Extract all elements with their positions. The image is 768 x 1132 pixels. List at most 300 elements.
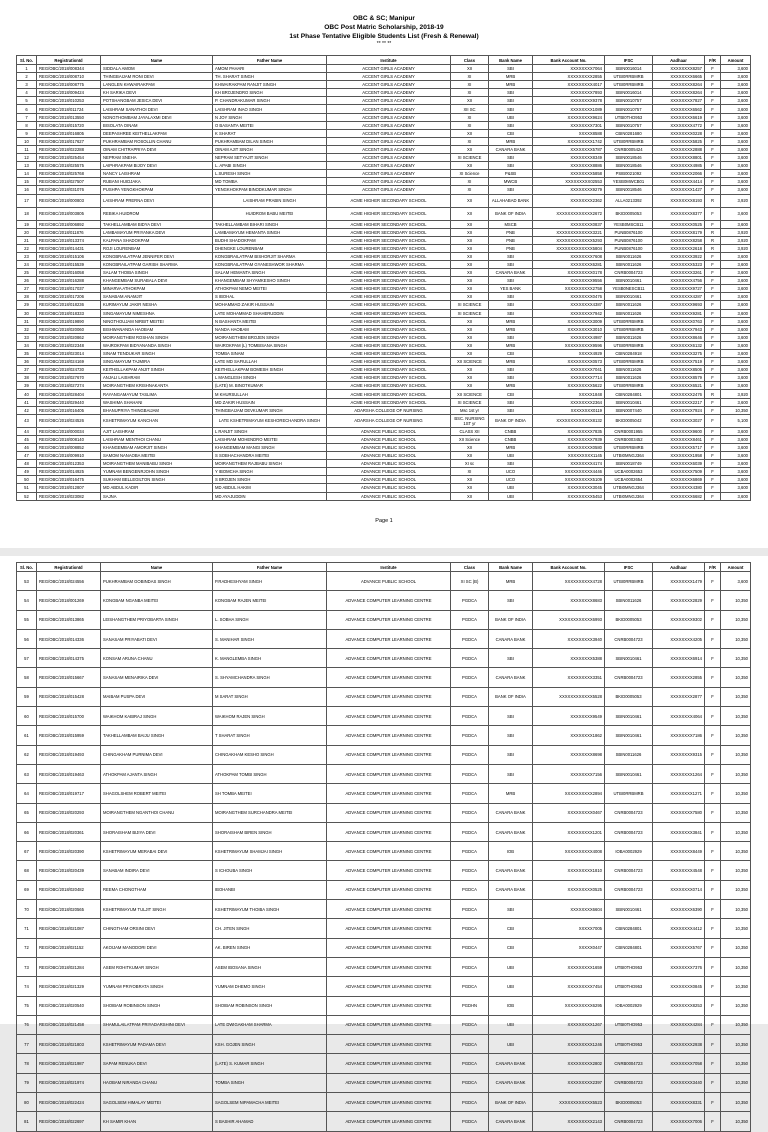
- cell-institute: ADVANCE COMPUTER LEARNING CENTRE: [327, 668, 451, 687]
- cell-student-name: WAIROKPAM BIDYANANDA SINGH: [101, 341, 213, 349]
- cell-bank-name: MSCB: [489, 220, 533, 228]
- cell-class: XI: [451, 73, 489, 81]
- cell-institute: ACCENT GIRLS ACADEMY: [327, 154, 451, 162]
- cell-amount: 3,600: [721, 269, 751, 277]
- cell-ifsc: PSIB0021092: [605, 170, 653, 178]
- cell-bank-name: CANARA BANK: [489, 822, 533, 841]
- cell-aadhaar: XXXXXXXX2217: [653, 398, 705, 406]
- cell-ifsc: SBIN0011626: [605, 591, 653, 610]
- cell-class: PGDCA: [451, 957, 489, 976]
- cell-account-no: XXXXX7005: [533, 919, 605, 938]
- cell-amount: 3,600: [721, 476, 751, 484]
- cell-sl-no: 8: [17, 121, 37, 129]
- cell-father-name: M KHURSULLAH: [213, 390, 327, 398]
- cell-bank-name: SBI: [489, 154, 533, 162]
- cell-student-name: BHANUPRIYA THINGBAIJAM: [101, 406, 213, 414]
- cell-aadhaar: XXXXXXXX2476: [653, 390, 705, 398]
- cell-bank-name: SBI: [489, 89, 533, 97]
- cell-student-name: SAPAM RENUKA DEVI: [101, 1054, 213, 1073]
- cell-sl-no: 34: [17, 341, 37, 349]
- cell-account-no: XXXXXXXXX0178: [533, 269, 605, 277]
- cell-ifsc: CNRB0003452: [605, 435, 653, 443]
- cell-sl-no: 47: [17, 452, 37, 460]
- cell-father-name: ATHOKPAM TOMBI SINGH: [213, 764, 327, 783]
- table-row: [17, 228, 751, 236]
- cell-account-no: XXXXXXXXXX4446: [533, 468, 605, 476]
- cell-fresh-renewal: F: [705, 260, 721, 268]
- cell-registration-id: REG/OBC/2018/008344: [37, 65, 101, 73]
- cell-institute: ACME HIGHER SECONDARY SCHOOL: [327, 220, 451, 228]
- cell-sl-no: 14: [17, 170, 37, 178]
- cell-class: PGDCA: [451, 842, 489, 861]
- cell-sl-no: 21: [17, 236, 37, 244]
- table-row: [17, 1112, 751, 1131]
- cell-amount: 3,600: [721, 398, 751, 406]
- cell-bank-name: SBI: [489, 252, 533, 260]
- cell-sl-no: 72: [17, 938, 37, 957]
- cell-account-no: XXXXXXXXX3351: [533, 668, 605, 687]
- cell-registration-id: REG/OBC/2018/025454: [37, 154, 101, 162]
- cell-amount: 3,600: [721, 443, 751, 451]
- cell-registration-id: REG/OBC/2018/024169: [37, 358, 101, 366]
- table-row: [17, 900, 751, 919]
- cell-institute: ADVANCE PUBLIC SCHOOL: [327, 435, 451, 443]
- cell-class: PGDCA: [451, 707, 489, 726]
- cell-ifsc: SBIN0018546: [605, 154, 653, 162]
- cell-fresh-renewal: F: [705, 1093, 721, 1112]
- cell-ifsc: UTBI0RRBMRB: [605, 358, 653, 366]
- cell-ifsc: SBIN0010461: [605, 398, 653, 406]
- cell-sl-no: 69: [17, 880, 37, 899]
- cell-fresh-renewal: F: [705, 285, 721, 293]
- cell-account-no: XXXXXXXXX1659: [533, 957, 605, 976]
- cell-class: XII: [451, 194, 489, 207]
- cell-fresh-renewal: F: [705, 900, 721, 919]
- cell-amount: 10,350: [721, 1015, 751, 1034]
- cell-sl-no: 36: [17, 358, 37, 366]
- cell-sl-no: 24: [17, 260, 37, 268]
- cell-amount: 10,350: [721, 880, 751, 899]
- cell-account-no: XXXXXXXXXX2758: [533, 285, 605, 293]
- cell-institute: ACME HIGHER SECONDARY SCHOOL: [327, 382, 451, 390]
- cell-account-no: XXXXXXXXXXXX6993: [533, 610, 605, 629]
- table-row: [17, 591, 751, 610]
- cell-class: XII: [451, 443, 489, 451]
- cell-bank-name: SBI: [489, 764, 533, 783]
- cell-class: XII: [451, 277, 489, 285]
- column-header-account-no: Bank Account No.: [533, 56, 605, 65]
- cell-fresh-renewal: F: [705, 1015, 721, 1034]
- table-header-row: [17, 56, 751, 65]
- table-row: [17, 668, 751, 687]
- table-row: [17, 977, 751, 996]
- cell-ifsc: SBIN0010461: [605, 764, 653, 783]
- cell-father-name: TOMBA SINGH: [213, 1073, 327, 1092]
- cell-institute: ADVANCE COMPUTER LEARNING CENTRE: [327, 784, 451, 803]
- cell-registration-id: REG/OBC/2018/028404: [37, 390, 101, 398]
- cell-student-name: SINGAMAYUM NIMESHNA: [101, 309, 213, 317]
- cell-registration-id: REG/OBC/2018/013865: [37, 610, 101, 629]
- cell-class: PGDCA: [451, 1093, 489, 1112]
- cell-fresh-renewal: F: [705, 649, 721, 668]
- cell-ifsc: SBIN0016014: [605, 65, 653, 73]
- cell-father-name: WAIROKPAM (L) TOMBISANA SINGH: [213, 341, 327, 349]
- cell-student-name: DEEPASHREE KEITHELLAKPAM: [101, 129, 213, 137]
- table-row: [17, 97, 751, 105]
- cell-father-name: OINAM AJIT SINGH: [213, 145, 327, 153]
- cell-class: PGDCA: [451, 1112, 489, 1131]
- cell-bank-name: SBI: [489, 186, 533, 194]
- cell-sl-no: 49: [17, 468, 37, 476]
- cell-sl-no: 62: [17, 745, 37, 764]
- cell-student-name: KSHETRIMAYUM TULJIT SINGH: [101, 900, 213, 919]
- cell-ifsc: SBIN0011626: [605, 301, 653, 309]
- cell-sl-no: 41: [17, 398, 37, 406]
- cell-father-name: S ICHOUBA SINGH: [213, 861, 327, 880]
- cell-registration-id: REG/OBC/2018/017037: [37, 285, 101, 293]
- table-row: [17, 260, 751, 268]
- cell-amount: 10,350: [721, 938, 751, 957]
- cell-institute: ADVANCE COMPUTER LEARNING CENTRE: [327, 707, 451, 726]
- table-row: [17, 293, 751, 301]
- column-header-registration-id: RegistrationId: [37, 563, 101, 572]
- cell-class: XI SCIENCE: [451, 301, 489, 309]
- cell-father-name: L. SOBHA SINGH: [213, 610, 327, 629]
- cell-bank-name: SBI: [489, 398, 533, 406]
- cell-student-name: SINAM TENDUKAR SINGH: [101, 350, 213, 358]
- cell-aadhaar: XXXXXXXX7376: [653, 957, 705, 976]
- cell-aadhaar: XXXXXXXX7006: [653, 1112, 705, 1131]
- cell-class: XII SCIENCE: [451, 390, 489, 398]
- cell-sl-no: 65: [17, 803, 37, 822]
- cell-aadhaar: XXXXXXXX1479: [653, 572, 705, 591]
- cell-aadhaar: XXXXXXXX9315: [653, 745, 705, 764]
- cell-student-name: ASEM ROHITKUMAR SINGH: [101, 957, 213, 976]
- cell-class: PGDCA: [451, 900, 489, 919]
- cell-bank-name: CANARA BANK: [489, 145, 533, 153]
- table-row: [17, 178, 751, 186]
- cell-ifsc: UTBI0THD953: [605, 977, 653, 996]
- cell-class: PGDCA: [451, 784, 489, 803]
- table-row: [17, 309, 751, 317]
- cell-account-no: XXXXXXXX8683: [533, 591, 605, 610]
- cell-bank-name: SBI: [489, 260, 533, 268]
- cell-amount: 10,350: [721, 649, 751, 668]
- table-row: [17, 154, 751, 162]
- cell-institute: ADVANCE PUBLIC SCHOOL: [327, 476, 451, 484]
- cell-registration-id: REG/OBC/2018/018236: [37, 301, 101, 309]
- cell-aadhaar: XXXXXXXX8257: [653, 65, 705, 73]
- cell-fresh-renewal: F: [705, 443, 721, 451]
- cell-institute: ADVANCE COMPUTER LEARNING CENTRE: [327, 977, 451, 996]
- cell-aadhaar: XXXXXXXX8193: [653, 194, 705, 207]
- cell-bank-name: CANARA BANK: [489, 668, 533, 687]
- cell-bank-name: UCO: [489, 468, 533, 476]
- cell-account-no: XXXXXXXX9378: [533, 97, 605, 105]
- cell-fresh-renewal: F: [705, 398, 721, 406]
- cell-bank-name: SBI: [489, 726, 533, 745]
- cell-registration-id: REG/OBC/2018/006892: [37, 220, 101, 228]
- cell-sl-no: 53: [17, 572, 37, 591]
- cell-ifsc: UTBI0THD953: [605, 1035, 653, 1054]
- cell-fresh-renewal: F: [705, 977, 721, 996]
- cell-fresh-renewal: F: [705, 996, 721, 1015]
- cell-institute: ADVANCE COMPUTER LEARNING CENTRE: [327, 900, 451, 919]
- cell-account-no: XXXXXXXXX5622: [533, 382, 605, 390]
- cell-registration-id: REG/OBC/2018/020482: [37, 880, 101, 899]
- cell-amount: 3,920: [721, 244, 751, 252]
- cell-student-name: SANASAM MENAIRIKA DEVI: [101, 668, 213, 687]
- cell-aadhaar: XXXXXXXX1271: [653, 784, 705, 803]
- cell-registration-id: REG/OBC/2018/025768: [37, 170, 101, 178]
- column-header-account-no: Bank Account No.: [533, 563, 605, 572]
- cell-aadhaar: XXXXXXXX8331: [653, 1093, 705, 1112]
- cell-institute: ACME HIGHER SECONDARY SCHOOL: [327, 277, 451, 285]
- cell-aadhaar: XXXXXXXX8264: [653, 89, 705, 97]
- cell-fresh-renewal: F: [705, 113, 721, 121]
- cell-aadhaar: XXXXXXXX4064: [653, 707, 705, 726]
- cell-account-no: XXXXXXXXXX9596: [533, 341, 605, 349]
- cell-father-name: AK. BIREN SINGH: [213, 938, 327, 957]
- cell-ifsc: CNRB0004723: [605, 822, 653, 841]
- cell-institute: ACME HIGHER SECONDARY SCHOOL: [327, 309, 451, 317]
- cell-account-no: XXXXXXXX2364: [533, 398, 605, 406]
- cell-aadhaar: XXXXXXXX3261: [653, 269, 705, 277]
- cell-amount: 3,920: [721, 194, 751, 207]
- table-row: [17, 484, 751, 492]
- column-header-student-name: Name: [101, 563, 213, 572]
- cell-registration-id: REG/OBC/2018/021284: [37, 957, 101, 976]
- cell-registration-id: REG/OBC/2018/017206: [37, 293, 101, 301]
- cell-account-no: XXXXXXXXX0525: [533, 880, 605, 899]
- table-row: [17, 919, 751, 938]
- cell-aadhaar: XXXXXXXX3922: [653, 252, 705, 260]
- table-row: [17, 784, 751, 803]
- cell-amount: 3,600: [721, 492, 751, 500]
- cell-registration-id: REG/OBC/2018/001269: [37, 591, 101, 610]
- cell-amount: 10,350: [721, 629, 751, 648]
- cell-fresh-renewal: F: [705, 484, 721, 492]
- cell-father-name: YUMNAM DHEMO SINGH: [213, 977, 327, 996]
- cell-account-no: XXXXXXXXX0580: [533, 443, 605, 451]
- cell-registration-id: REG/OBC/2018/020565: [37, 900, 101, 919]
- cell-account-no: XXXXXXXXX3010: [533, 325, 605, 333]
- cell-registration-id: REG/OBC/2018/014431: [37, 244, 101, 252]
- cell-ifsc: UTBI0RRBMRB: [605, 784, 653, 803]
- cell-student-name: ATHOKPAM AJANTA SINGH: [101, 764, 213, 783]
- cell-account-no: XXXXXXXXXX6295: [533, 996, 605, 1015]
- cell-sl-no: 20: [17, 228, 37, 236]
- cell-class: PGDCA: [451, 822, 489, 841]
- cell-father-name: TAKHELLAMBAM BIHARI SINGH: [213, 220, 327, 228]
- cell-ifsc: CNRB0004723: [605, 861, 653, 880]
- cell-amount: 3,600: [721, 468, 751, 476]
- cell-institute: ACCENT GIRLS ACADEMY: [327, 170, 451, 178]
- table-row: [17, 745, 751, 764]
- cell-father-name: KH BROJENDRO SINGH: [213, 89, 327, 97]
- cell-bank-name: SBI: [489, 406, 533, 414]
- table-row: [17, 460, 751, 468]
- cell-registration-id: REG/OBC/2018/015959: [37, 726, 101, 745]
- cell-institute: ADVANCE COMPUTER LEARNING CENTRE: [327, 842, 451, 861]
- cell-amount: 3,600: [721, 154, 751, 162]
- cell-student-name: PUKHRAMBAM ROSOLLIN CHANU: [101, 137, 213, 145]
- cell-registration-id: REG/OBC/2018/016475: [37, 476, 101, 484]
- cell-sl-no: 18: [17, 207, 37, 220]
- cell-fresh-renewal: F: [705, 476, 721, 484]
- table-row: [17, 244, 751, 252]
- cell-bank-name: UBI: [489, 1015, 533, 1034]
- cell-registration-id: REG/OBC/2018/015720: [37, 121, 101, 129]
- cell-registration-id: REG/OBC/2018/014336: [37, 629, 101, 648]
- cell-fresh-renewal: F: [705, 333, 721, 341]
- cell-bank-name: SBI: [489, 745, 533, 764]
- cell-bank-name: CANARA BANK: [489, 1112, 533, 1131]
- cell-bank-name: UBI: [489, 1035, 533, 1054]
- table-row: [17, 687, 751, 706]
- cell-account-no: XXXXXXXX2362: [533, 194, 605, 207]
- table-row: [17, 325, 751, 333]
- cell-father-name: L.SURESH SINGH: [213, 170, 327, 178]
- cell-ifsc: SBIN0011626: [605, 333, 653, 341]
- cell-amount: 3,600: [721, 572, 751, 591]
- cell-amount: 3,600: [721, 435, 751, 443]
- cell-aadhaar: XXXXXXXX8506: [653, 366, 705, 374]
- cell-class: PGDCA: [451, 726, 489, 745]
- cell-father-name: NEPRAM SETYAJIT SINGH: [213, 154, 327, 162]
- cell-aadhaar: XXXXXXXX6562: [653, 105, 705, 113]
- cell-father-name: (LATE) M. BINOTKUMAR: [213, 382, 327, 390]
- column-header-ifsc: IFSC: [605, 563, 653, 572]
- cell-account-no: XXXXXXXXX1810: [533, 861, 605, 880]
- table-row: [17, 65, 751, 73]
- cell-account-no: XXXXXXXXXX2894: [533, 784, 605, 803]
- cell-amount: 3,920: [721, 236, 751, 244]
- cell-registration-id: REG/OBC/2018/009424: [37, 89, 101, 97]
- cell-sl-no: 57: [17, 649, 37, 668]
- cell-account-no: XXXXXXXXX3940: [533, 629, 605, 648]
- cell-father-name: N JOY SINGH: [213, 113, 327, 121]
- cell-ifsc: YESB0MWCB01: [605, 178, 653, 186]
- cell-student-name: CHINGTHAM ORSINI DEVI: [101, 919, 213, 938]
- table-row: [17, 236, 751, 244]
- cell-father-name: LAISHRAM MOHENDRO MEITEI: [213, 435, 327, 443]
- cell-aadhaar: XXXXXXXX4985: [653, 162, 705, 170]
- cell-student-name: THINGBAIJAM RONI DEVI: [101, 73, 213, 81]
- cell-sl-no: 52: [17, 492, 37, 500]
- cell-bank-name: UBI: [489, 484, 533, 492]
- table-row: [17, 194, 751, 207]
- cell-amount: 3,600: [721, 350, 751, 358]
- cell-student-name: SHAMULAILATPAM PRIYADARSHINI DEVI: [101, 1015, 213, 1034]
- cell-institute: ADVANCE COMPUTER LEARNING CENTRE: [327, 591, 451, 610]
- cell-registration-id: REG/OBC/2018/020540: [37, 996, 101, 1015]
- cell-student-name: POTSHANGBAM JESICA DEVI: [101, 97, 213, 105]
- table-row: [17, 366, 751, 374]
- cell-amount: 10,350: [721, 842, 751, 861]
- cell-institute: ADVANCE PUBLIC SCHOOL: [327, 492, 451, 500]
- cell-amount: 3,600: [721, 220, 751, 228]
- cell-class: XI: [451, 81, 489, 89]
- cell-aadhaar: XXXXXXXX8377: [653, 207, 705, 220]
- cell-ifsc: BKID0005042: [605, 414, 653, 427]
- cell-account-no: XXXXX0447: [533, 938, 605, 957]
- cell-fresh-renewal: F: [705, 325, 721, 333]
- cell-amount: 3,600: [721, 341, 751, 349]
- cell-registration-id: REG/OBC/2018/021152: [37, 938, 101, 957]
- table-row: [17, 452, 751, 460]
- cell-fresh-renewal: F: [705, 1035, 721, 1054]
- cell-institute: ADVANCE PUBLIC SCHOOL: [327, 468, 451, 476]
- cell-fresh-renewal: F: [705, 178, 721, 186]
- table-row: [17, 145, 751, 153]
- cell-aadhaar: XXXXXXXX3027: [653, 414, 705, 427]
- cell-fresh-renewal: F: [705, 687, 721, 706]
- cell-student-name: LEISHANGTHEM PRIYOBARTA SINGH: [101, 610, 213, 629]
- cell-account-no: XXXXXXXX7156: [533, 764, 605, 783]
- cell-class: XII SCIENCE: [451, 358, 489, 366]
- cell-fresh-renewal: F: [705, 427, 721, 435]
- cell-institute: ACME HIGHER SECONDARY SCHOOL: [327, 341, 451, 349]
- cell-class: XI Science: [451, 170, 489, 178]
- cell-bank-name: MRB: [489, 784, 533, 803]
- cell-class: XII: [451, 333, 489, 341]
- cell-registration-id: REG/OBC/2018/014375: [37, 649, 101, 668]
- cell-fresh-renewal: F: [705, 492, 721, 500]
- table-row: [17, 880, 751, 899]
- table-row: [17, 572, 751, 591]
- cell-institute: ACME HIGHER SECONDARY SCHOOL: [327, 293, 451, 301]
- cell-class: CLASS XII: [451, 427, 489, 435]
- cell-student-name: KHANGEMBAM AMORJIT SINGH: [101, 443, 213, 451]
- cell-ifsc: BKID0005053: [605, 610, 653, 629]
- table-row: [17, 358, 751, 366]
- table-row: [17, 957, 751, 976]
- cell-ifsc: BKID0005053: [605, 207, 653, 220]
- cell-institute: ADVANCE COMPUTER LEARNING CENTRE: [327, 803, 451, 822]
- cell-student-name: AJIT LAISHRAM: [101, 427, 213, 435]
- cell-registration-id: REG/OBC/2018/011724: [37, 105, 101, 113]
- cell-institute: ACCENT GIRLS ACADEMY: [327, 121, 451, 129]
- cell-amount: 3,600: [721, 145, 751, 153]
- cell-bank-name: SBI: [489, 900, 533, 919]
- cell-amount: 3,600: [721, 358, 751, 366]
- cell-class: XII: [451, 162, 489, 170]
- cell-class: XII: [451, 317, 489, 325]
- cell-bank-name: UBI: [489, 957, 533, 976]
- cell-institute: ADVANCE COMPUTER LEARNING CENTRE: [327, 764, 451, 783]
- cell-father-name: S BROJEN SINGH: [213, 476, 327, 484]
- cell-student-name: KSHETRIMAYUM MERABAI DEVI: [101, 842, 213, 861]
- column-header-student-name: Name: [101, 56, 213, 65]
- cell-ifsc: CNRB0005424: [605, 145, 653, 153]
- cell-sl-no: 32: [17, 325, 37, 333]
- cell-aadhaar: XXXXXXXX2888: [653, 145, 705, 153]
- cell-amount: 10,350: [721, 861, 751, 880]
- table-row: [17, 341, 751, 349]
- cell-registration-id: REG/OBC/2018/018333: [37, 309, 101, 317]
- cell-ifsc: CNRB0004723: [605, 668, 653, 687]
- cell-amount: 10,350: [721, 745, 751, 764]
- cell-fresh-renewal: F: [705, 162, 721, 170]
- cell-account-no: XXXXXXXXX1145: [533, 452, 605, 460]
- cell-bank-name: CANARA BANK: [489, 1073, 533, 1092]
- cell-aadhaar: XXXXXXXX8646: [653, 333, 705, 341]
- cell-father-name: SHORAISHAM BIREN SINGH: [213, 822, 327, 841]
- cell-student-name: OINAM CHITRAPRIYA DEVI: [101, 145, 213, 153]
- cell-account-no: XXXXXXXXX0467: [533, 803, 605, 822]
- cell-bank-name: CANARA BANK: [489, 269, 533, 277]
